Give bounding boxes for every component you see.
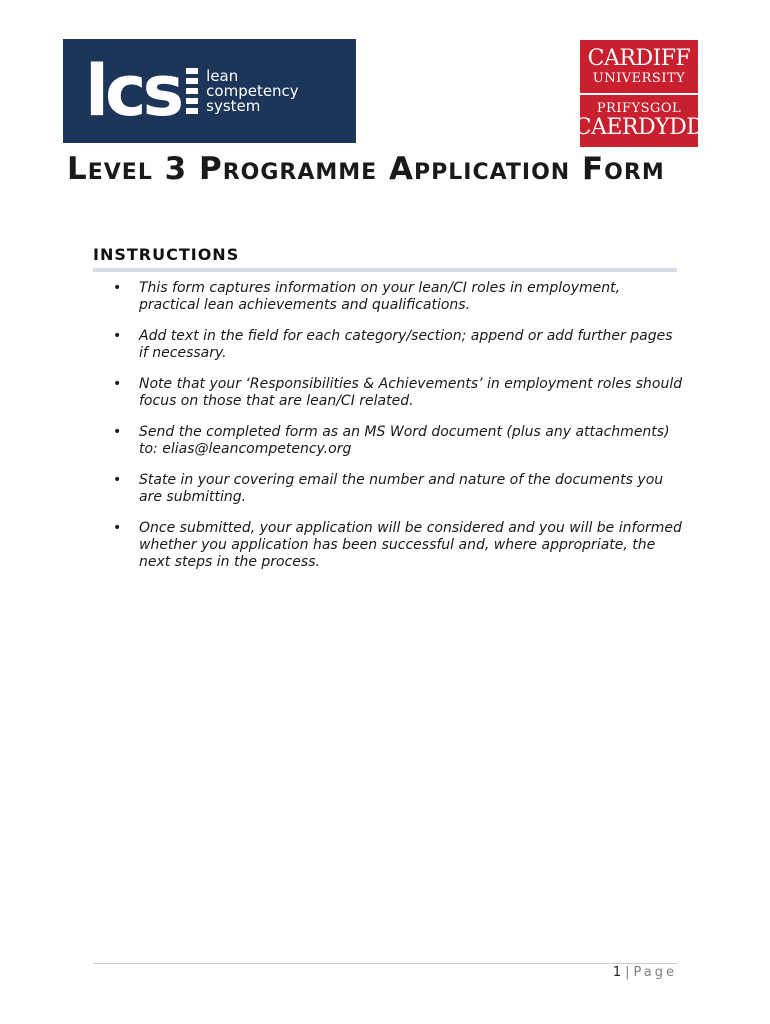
list-item-text: Send the completed form as an MS Word document (plus any attachments) to: elias@leancompetency.org: [139, 424, 670, 457]
bullet-icon: •: [113, 280, 122, 296]
bullet-icon: •: [113, 520, 122, 536]
page-title-text: Level 3 Programme Application Form: [67, 151, 665, 187]
cardiff-logo-line1: CARDIFF: [587, 45, 691, 71]
footer-divider: [93, 963, 677, 964]
bullet-icon: •: [113, 376, 122, 392]
page-label: Page: [633, 965, 677, 980]
instructions-list: [113, 280, 683, 585]
list-item: [113, 376, 683, 410]
footer-separator: |: [625, 965, 630, 980]
lcs-word-competency: competency: [206, 81, 299, 100]
list-item-text: Note that your ‘Responsibilities & Achievements’ in employment roles should focus on those that are lean/CI related.: [139, 376, 683, 409]
list-item-text: State in your covering email the number and nature of the documents you are submitting.: [139, 472, 664, 505]
list-item-text: Once submitted, your application will be considered and you will be informed whether you application has been successful and, where appropriate, the next steps in the process.: [139, 520, 682, 570]
instructions-heading: INSTRUCTIONS: [93, 245, 677, 272]
list-item: [113, 328, 683, 362]
lcs-word-system: system: [206, 96, 261, 115]
bullet-icon: •: [113, 424, 122, 440]
list-item-text: Add text in the field for each category/section; append or add further pages if necessary.: [139, 328, 673, 361]
lcs-word-lean: lean: [206, 66, 239, 85]
list-item: [113, 520, 683, 571]
bullet-icon: •: [113, 328, 122, 344]
cardiff-logo-line4: CAERDYDD: [574, 115, 704, 141]
list-item: [113, 424, 683, 458]
lcs-logo-mark: lcs: [85, 50, 181, 132]
cardiff-logo-line2: UNIVERSITY: [592, 70, 686, 86]
cardiff-logo-line3: PRIFYSGOL: [596, 101, 682, 117]
bullet-icon: •: [113, 472, 122, 488]
lcs-logo: [63, 39, 356, 143]
lcs-logo-bars-icon: [186, 68, 198, 114]
cardiff-logo-welsh: [574, 95, 704, 148]
list-item: [113, 472, 683, 506]
page-number: 1: [612, 965, 622, 980]
cardiff-logo-english: [580, 40, 698, 93]
page-footer: [613, 965, 677, 980]
lcs-logo-words: [206, 66, 299, 115]
cardiff-university-logo: [574, 40, 704, 147]
page-title: [67, 148, 707, 214]
list-item-text: This form captures information on your lean/CI roles in employment, practical lean achievements and qualifications.: [139, 280, 621, 313]
list-item: [113, 280, 683, 314]
